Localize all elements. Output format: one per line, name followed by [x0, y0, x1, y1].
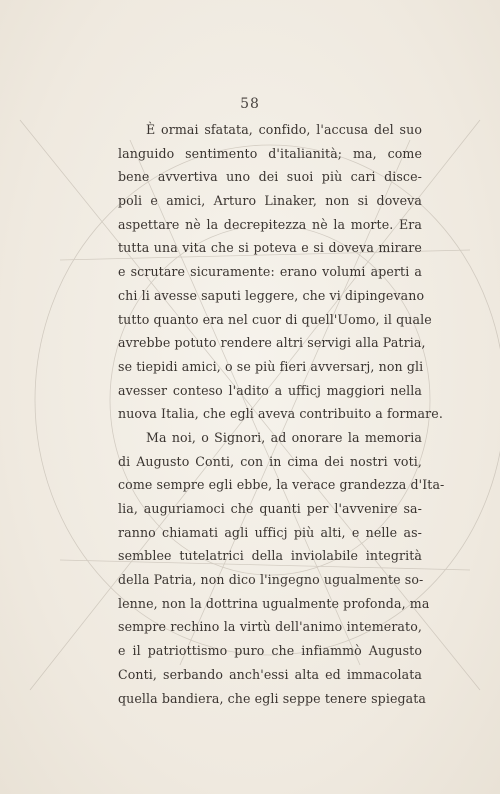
text-line: come sempre egli ebbe, la verace grandezza d'Ita- [118, 477, 445, 493]
body-text [118, 118, 445, 710]
text-line: aspettare nè la decrepitezza nè la morte. Era [118, 216, 422, 232]
text-line: della Patria, non dico l'ingegno ugualmente so- [118, 572, 424, 588]
text-line: bene avvertiva uno dei suoi più cari disce- [118, 169, 422, 185]
text-line: languido sentimento d'italianità; ma, come [118, 145, 422, 161]
text-line: tutta una vita che si poteva e si doveva mirare [118, 240, 422, 256]
page-number: 58 [240, 96, 260, 112]
text-line: ranno chiamati agli ufficj più alti, e nelle as- [118, 524, 422, 540]
text-line: se tiepidi amici, o se più fieri avversarj, non gli [118, 358, 424, 374]
text-line: È ormai sfatata, confido, l'accusa del suo [146, 122, 422, 137]
text-line: chi li avesse saputi leggere, che vi dipingevano [118, 287, 425, 303]
text-line: Conti, serbando anch'essi alta ed immacolata [118, 666, 422, 682]
text-line: quella bandiera, che egli seppe tenere spiegata [118, 690, 427, 706]
text-line: semblee tutelatrici della inviolabile integrità [118, 548, 422, 564]
text-line: avesser conteso l'adito a ufficj maggiori nella [118, 382, 422, 398]
text-line: tutto quanto era nel cuor di quell'Uomo, il quale [118, 311, 432, 327]
text-line: nuova Italia, che egli aveva contribuito a formare. [118, 406, 443, 422]
text-line: sempre rechino la virtù dell'animo intemerato, [118, 619, 422, 635]
text-line: e il patriottismo puro che infiammò Augusto [118, 643, 422, 659]
text-line: avrebbe potuto rendere altri servigi alla Patria, [118, 335, 426, 351]
text-line: poli e amici, Arturo Linaker, non si doveva [118, 193, 422, 209]
text-line: e scrutare sicuramente: erano volumi aperti a [118, 264, 422, 280]
text-line: Ma noi, o Signori, ad onorare la memoria [146, 429, 422, 445]
text-line: lia, auguriamoci che quanti per l'avvenire sa- [118, 501, 422, 516]
text-line: di Augusto Conti, con in cima dei nostri voti, [118, 453, 422, 469]
text-line: lenne, non la dottrina ugualmente profonda, ma [118, 595, 430, 611]
